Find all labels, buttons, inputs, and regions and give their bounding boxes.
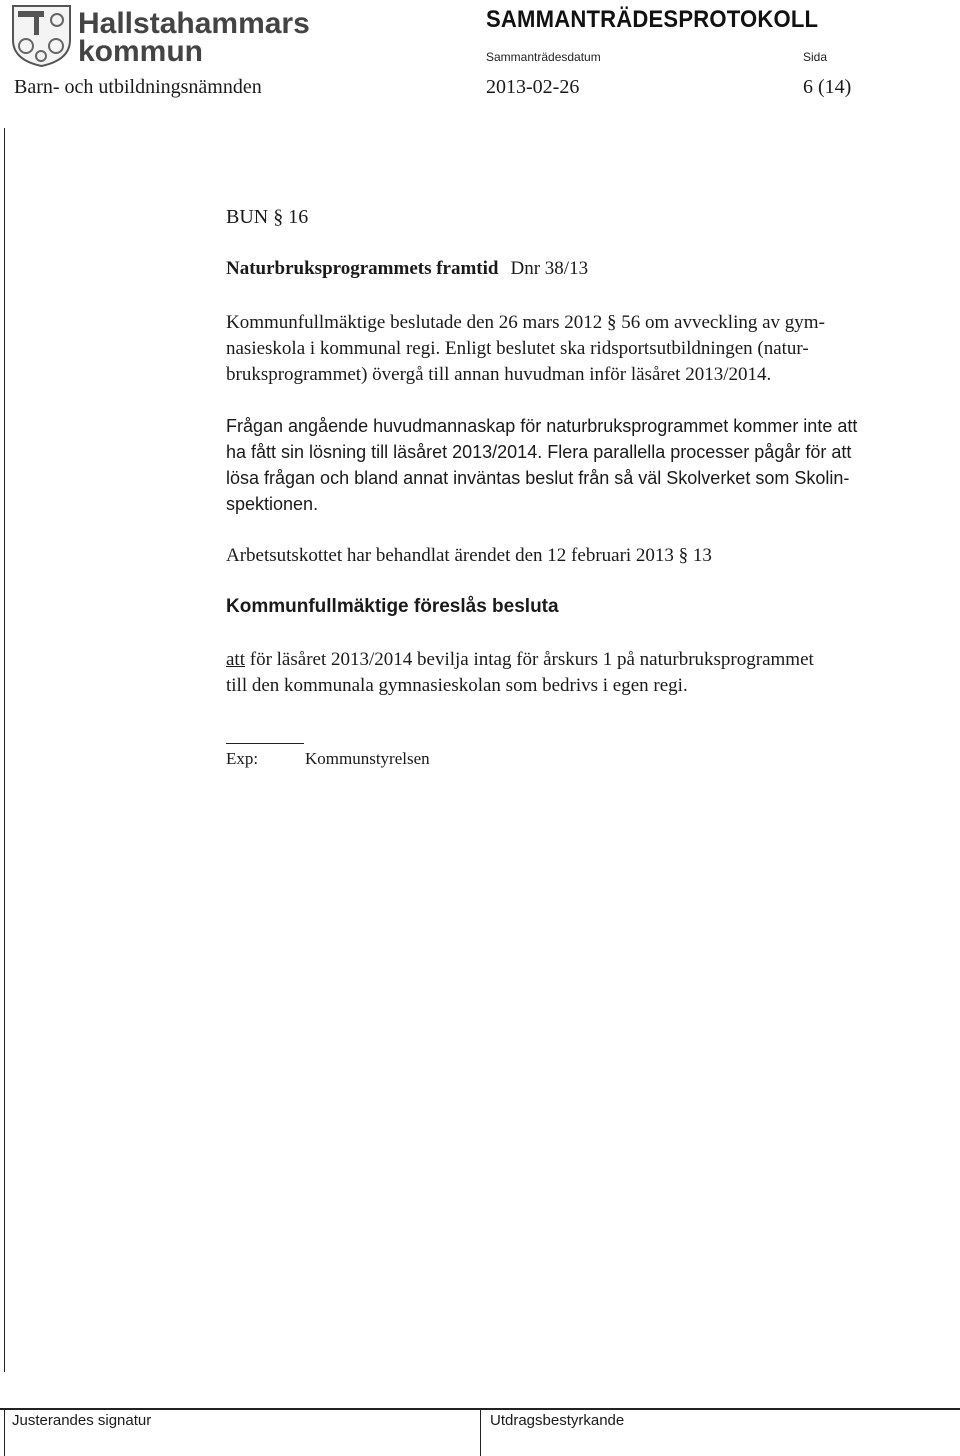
date-label: Sammanträdesdatum xyxy=(486,50,601,64)
section-title-row xyxy=(226,258,588,280)
coat-of-arms-icon xyxy=(13,6,70,66)
att-keyword: att xyxy=(226,649,245,670)
meeting-date: 2013-02-26 xyxy=(486,76,580,98)
document-title: SAMMANTRÄDESPROTOKOLL xyxy=(486,6,819,33)
expedition-label: Exp: xyxy=(226,749,259,768)
paragraph-line: ha fått sin lösning till läsåret 2013/2014. Flera parallella processer pågår för att xyxy=(226,442,852,462)
page-label: Sida xyxy=(803,50,828,64)
section-title: Naturbruksprogrammets framtid xyxy=(226,258,499,279)
dnr: Dnr 38/13 xyxy=(510,258,589,279)
org-name-line1: Hallstahammars xyxy=(78,7,310,40)
expedition-recipient: Kommunstyrelsen xyxy=(305,749,430,768)
footer-divider-middle xyxy=(480,1408,481,1456)
municipality-logo xyxy=(10,2,310,68)
section-number: BUN § 16 xyxy=(226,206,309,228)
proposal-text xyxy=(226,647,936,699)
signature-field-label: Justerandes signatur xyxy=(12,1412,152,1429)
committee-name: Barn- och utbildningsnämnden xyxy=(14,76,262,98)
proposal-line xyxy=(226,647,936,673)
page-number: 6 (14) xyxy=(803,76,852,98)
left-margin-rule xyxy=(4,128,5,1372)
proposal-line: till den kommunala gymnasieskolan som bedrivs i egen regi. xyxy=(226,675,688,696)
paragraph-committee-handling xyxy=(226,543,936,569)
paragraph-line: lösa frågan och bland annat inväntas beslut från så väl Skolverket som Skolin- xyxy=(226,468,850,488)
paragraph-line: bruksprogrammet) övergå till annan huvudman inför läsåret 2013/2014. xyxy=(226,364,772,385)
paragraph-line: nasieskola i kommunal regi. Enligt beslutet ska ridsportsutbildningen (natur- xyxy=(226,338,809,359)
certification-field-label: Utdragsbestyrkande xyxy=(490,1412,625,1429)
footer-divider-left xyxy=(4,1408,5,1456)
paragraph-background xyxy=(226,310,936,388)
paragraph-line: Frågan angående huvudmannaskap för naturbruksprogrammet kommer inte att xyxy=(226,416,858,436)
proposal-heading: Kommunfullmäktige föreslås besluta xyxy=(226,596,559,617)
proposal-line-rest: för läsåret 2013/2014 bevilja intag för årskurs 1 på naturbruksprogrammet xyxy=(245,649,814,670)
paragraph-line: Arbetsutskottet har behandlat ärendet den 12 februari 2013 § 13 xyxy=(226,545,712,566)
paragraph-status xyxy=(226,413,936,517)
paragraph-line: spektionen. xyxy=(226,494,319,514)
org-name-line2: kommun xyxy=(78,35,204,68)
paragraph-line: Kommunfullmäktige beslutade den 26 mars 2012 § 56 om avveckling av gym- xyxy=(226,312,825,333)
expedition-rule xyxy=(226,743,304,744)
